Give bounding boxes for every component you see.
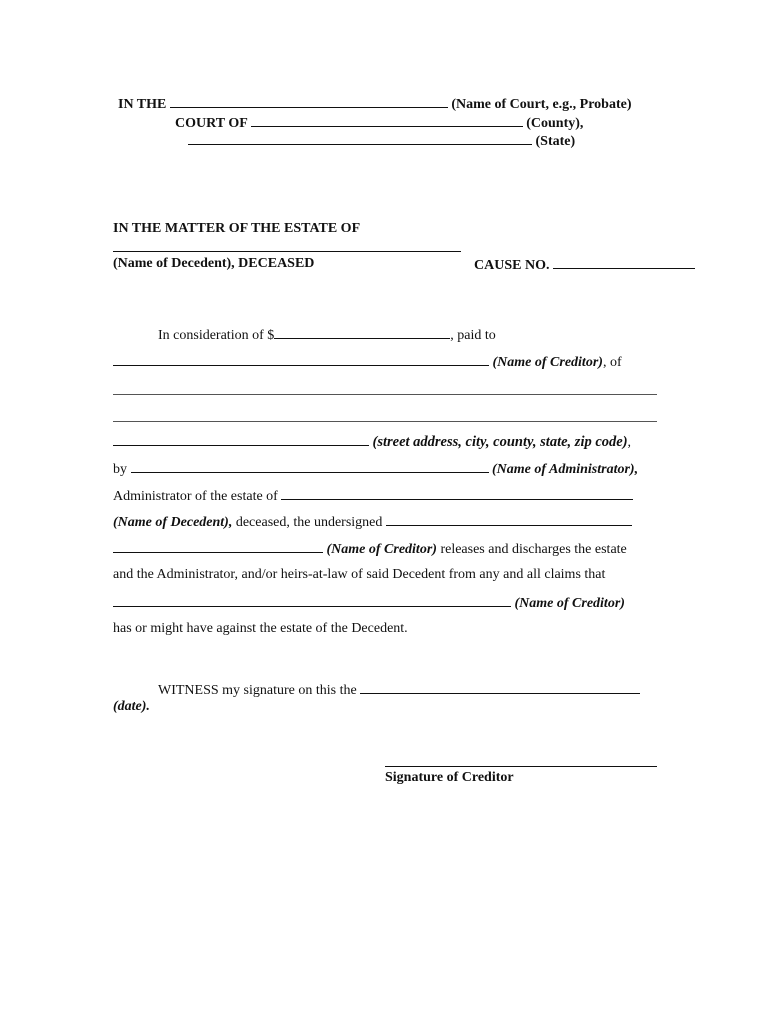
- administrator-hint: (Name of Administrator),: [492, 462, 639, 477]
- court-name-line: [118, 95, 632, 113]
- decedent-undersigned-line: [113, 513, 632, 531]
- deceased-undersigned-label: deceased, the undersigned: [235, 515, 383, 530]
- administrator-of-line: [113, 487, 633, 505]
- cause-number-line: [474, 256, 695, 274]
- state-hint: (State): [535, 134, 576, 149]
- address-hint: (street address, city, county, state, zip code): [372, 434, 628, 450]
- releases-line: [113, 540, 627, 558]
- amount-blank[interactable]: [274, 326, 450, 339]
- cause-no-label: CAUSE NO.: [474, 258, 550, 273]
- creditor-name-blank-3[interactable]: [113, 594, 511, 607]
- decedent-hint: (Name of Decedent),: [113, 515, 233, 530]
- address-line: [113, 433, 631, 451]
- state-blank[interactable]: [188, 132, 532, 145]
- paid-to-label: , paid to: [450, 328, 496, 343]
- heirs-line: and the Administrator, and/or heirs-at-law of said Decedent from any and all claims that: [113, 567, 606, 582]
- witness-line: [158, 681, 640, 699]
- address-blank-1[interactable]: [113, 394, 657, 395]
- court-name-blank[interactable]: [170, 95, 448, 108]
- in-the-label: IN THE: [118, 97, 167, 112]
- administrator-line: [113, 460, 638, 478]
- creditor-name-blank-2[interactable]: [113, 540, 323, 553]
- administrator-of-label: Administrator of the estate of: [113, 489, 278, 504]
- decedent-label: (Name of Decedent), DECEASED: [113, 256, 315, 271]
- consideration-label: In consideration of $: [158, 328, 275, 343]
- matter-title: IN THE MATTER OF THE ESTATE OF: [113, 221, 361, 236]
- by-label: by: [113, 462, 127, 477]
- releases-label: releases and discharges the estate: [440, 542, 627, 557]
- creditor-name-blank-1[interactable]: [113, 353, 489, 366]
- creditor-hint-2: (Name of Creditor): [326, 542, 437, 557]
- county-hint: (County),: [526, 116, 584, 131]
- decedent-name-blank[interactable]: [113, 251, 461, 252]
- address-blank-3[interactable]: [113, 433, 369, 446]
- consideration-line: [158, 326, 496, 344]
- signature-label: Signature of Creditor: [385, 770, 514, 785]
- state-line: [188, 132, 575, 150]
- address-blank-2[interactable]: [113, 421, 657, 422]
- signature-blank[interactable]: [385, 766, 657, 767]
- date-hint: (date).: [113, 699, 150, 714]
- undersigned-blank[interactable]: [386, 513, 632, 526]
- address-comma: ,: [627, 435, 632, 450]
- of-label: , of: [602, 355, 622, 370]
- creditor-hint-3: (Name of Creditor): [514, 596, 625, 611]
- court-of-label: COURT OF: [175, 116, 248, 131]
- county-blank[interactable]: [251, 114, 523, 127]
- has-might-line: has or might have against the estate of the Decedent.: [113, 621, 408, 636]
- court-name-hint: (Name of Court, e.g., Probate): [451, 97, 632, 112]
- administrator-name-blank[interactable]: [131, 460, 489, 473]
- county-line: [175, 114, 583, 132]
- estate-name-blank[interactable]: [281, 487, 633, 500]
- cause-number-blank[interactable]: [553, 256, 695, 269]
- creditor-line-3: [113, 594, 625, 612]
- date-blank[interactable]: [360, 681, 640, 694]
- witness-label: WITNESS my signature on this the: [158, 683, 357, 698]
- creditor-line-1: [113, 353, 622, 371]
- creditor-hint-1: (Name of Creditor): [492, 355, 603, 370]
